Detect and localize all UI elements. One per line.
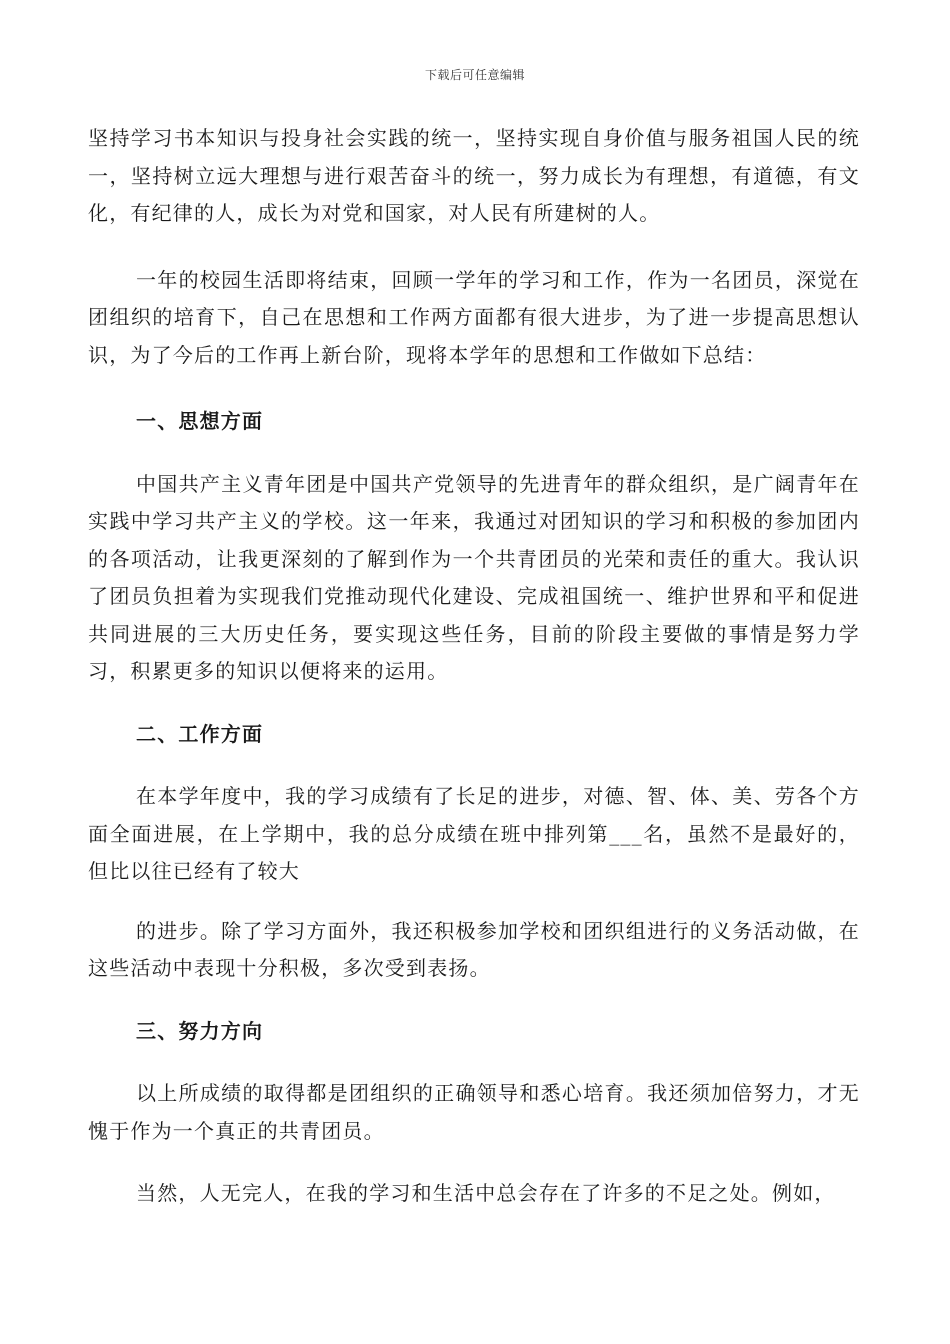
spacer bbox=[88, 1050, 860, 1075]
page-header: 下载后可任意编辑 bbox=[424, 68, 525, 82]
paragraph-intro: 坚持学习书本知识与投身社会实践的统一，坚持实现自身价值与服务祖国人民的统一，坚持树立远大理想与进行艰苦奋斗的统一，努力成长为有理想，有道德，有文化，有纪律的人，成长为对党和国家，对人民有所建树的人。 bbox=[88, 126, 860, 225]
section-heading-work: 二、工作方面 bbox=[136, 721, 264, 746]
spacer bbox=[88, 233, 860, 262]
document-body bbox=[88, 120, 860, 1213]
paragraph-shortcomings: 当然，人无完人，在我的学习和生活中总会存在了许多的不足之处。例如， bbox=[136, 1181, 836, 1205]
paragraph-thought: 中国共产主义青年团是中国共产党领导的先进青年的群众组织，是广阔青年在实践中学习共产主义的学校。这一年来，我通过对团知识的学习和积极的参加团内的各项活动，让我更深刻的了解到作为一个共青团员的光荣和责任的重大。我认识了团员负担着为实现我们党推动现代化建设、完成祖国统一、维护世界和平和促进共同进展的三大历史任务，要实现这些任务，目前的阶段主要做的事情是努力学习，积累更多的知识以便将来的运用。 bbox=[88, 471, 860, 683]
section-heading-direction: 三、努力方向 bbox=[136, 1018, 264, 1043]
paragraph-work-continued: 的进步。除了学习方面外，我还积极参加学校和团织组进行的义务活动做，在这些活动中表现十分积极，多次受到表扬。 bbox=[88, 918, 860, 980]
spacer bbox=[88, 891, 860, 913]
spacer bbox=[88, 753, 860, 778]
paragraph-direction: 以上所成绩的取得都是团组织的正确领导和悉心培育。我还须加倍努力，才无愧于作为一个真正的共青团员。 bbox=[88, 1081, 860, 1143]
paragraph-summary: 一年的校园生活即将结束，回顾一学年的学习和工作，作为一名团员，深觉在团组织的培育下，自己在思想和工作两方面都有很大进步，为了进一步提高思想认识，为了今后的工作再上新台阶，现将本学年的思想和工作做如下总结： bbox=[88, 267, 860, 367]
spacer bbox=[88, 441, 860, 466]
spacer bbox=[88, 374, 860, 403]
spacer bbox=[88, 1150, 860, 1175]
paragraph-work: 在本学年度中，我的学习成绩有了长足的进步，对德、智、体、美、劳各个方面全面进展，在上学期中，我的总分成绩在班中排列第___名，虽然不是最好的，但比以往已经有了较大 bbox=[88, 784, 860, 883]
spacer bbox=[88, 988, 860, 1013]
spacer bbox=[88, 691, 860, 716]
section-heading-thought: 一、思想方面 bbox=[136, 409, 264, 433]
